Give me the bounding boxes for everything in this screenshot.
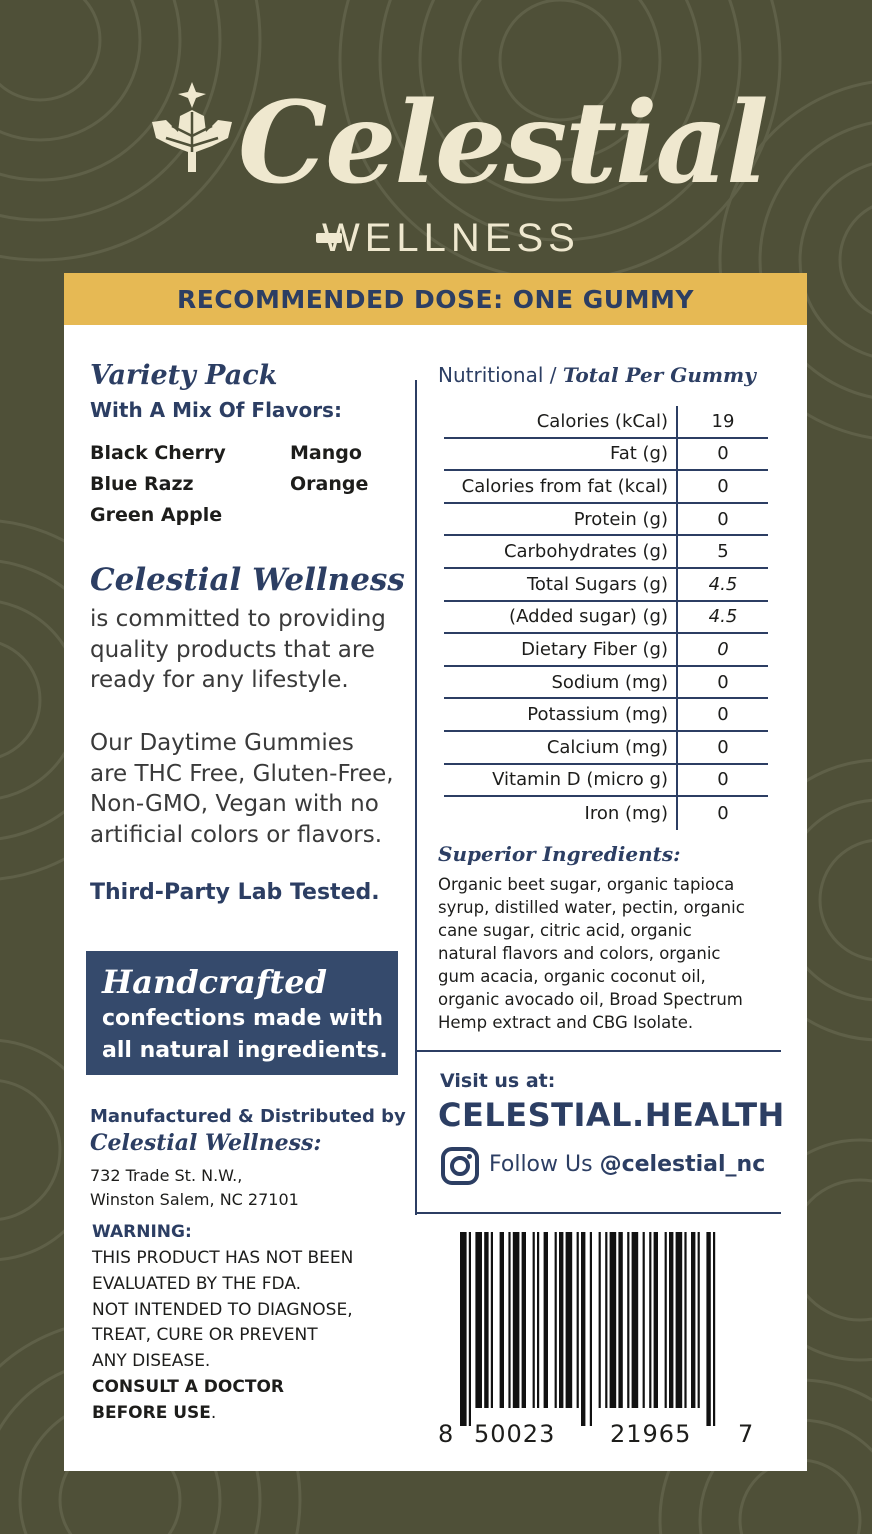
- website-link[interactable]: CELESTIAL.HEALTH: [438, 1096, 785, 1134]
- barcode-bar: [544, 1232, 548, 1408]
- nutrition-label: Fat (g): [610, 443, 668, 465]
- nutrition-value: 0: [676, 699, 768, 730]
- leaf-star-icon: [146, 82, 238, 174]
- handcrafted-line: all natural ingredients.: [102, 1038, 388, 1063]
- nutrition-row: [444, 765, 768, 798]
- warning-consult: CONSULT A DOCTOR: [92, 1376, 284, 1397]
- warning-line: TREAT, CURE OR PREVENT: [92, 1325, 318, 1346]
- nutrition-label: Calories from fat (kcal): [461, 475, 668, 497]
- nutrition-label: Vitamin D (micro g): [492, 769, 668, 791]
- nutrition-row: [444, 504, 768, 537]
- nutrition-heading: [438, 363, 756, 387]
- barcode-bar: [684, 1232, 686, 1408]
- brand-subtitle: WELLNESS: [322, 216, 580, 260]
- nutrition-heading-plain: Nutritional /: [438, 363, 563, 387]
- handcrafted-text: [102, 1003, 388, 1067]
- ingredient-line: Hemp extract and CBG Isolate.: [438, 1013, 694, 1032]
- nutrition-row: [444, 667, 768, 700]
- nutrition-label: Protein (g): [573, 508, 668, 530]
- instagram-icon[interactable]: [440, 1146, 480, 1186]
- nutrition-row: [444, 732, 768, 765]
- barcode-bar: [469, 1232, 471, 1426]
- nutrition-value: 4.5: [676, 569, 768, 600]
- nutrition-value: 0: [676, 765, 768, 796]
- barcode-bar: [590, 1232, 592, 1426]
- social-follow[interactable]: [489, 1152, 765, 1177]
- flavor-list-col2: [290, 438, 368, 500]
- barcode-bar: [522, 1232, 526, 1408]
- barcode-bar: [618, 1232, 622, 1408]
- daytime-line: artificial colors or flavors.: [90, 821, 383, 848]
- warning-line: ANY DISEASE.: [92, 1351, 211, 1372]
- visit-label: Visit us at:: [440, 1070, 556, 1092]
- nutrition-label: Calories (kCal): [536, 410, 668, 432]
- dose-banner-text: RECOMMENDED DOSE: ONE GUMMY: [177, 284, 694, 314]
- barcode-bar: [698, 1232, 700, 1408]
- follow-label: Follow Us: [489, 1152, 600, 1177]
- barcode-bar: [654, 1232, 658, 1408]
- nutrition-value: 19: [676, 406, 768, 437]
- nutrition-row: [444, 797, 768, 830]
- nutrition-row: [444, 439, 768, 472]
- barcode-bar: [491, 1232, 493, 1408]
- nutrition-value: 0: [676, 504, 768, 535]
- ingredient-line: gum acacia, organic coconut oil,: [438, 967, 706, 986]
- barcode-bar: [460, 1232, 467, 1426]
- flavor-item: Blue Razz: [90, 473, 194, 495]
- brand-name: Celestial: [238, 78, 767, 209]
- nutrition-value: 0: [676, 667, 768, 698]
- barcode-bar: [555, 1232, 557, 1408]
- daytime-text: [90, 728, 394, 850]
- barcode-bar: [513, 1232, 520, 1408]
- barcode-bar: [665, 1232, 667, 1408]
- commitment-title: Celestial Wellness: [90, 562, 405, 598]
- nutrition-label: Total Sugars (g): [526, 573, 668, 595]
- barcode-bar: [577, 1232, 579, 1408]
- address-line: 732 Trade St. N.W.,: [90, 1166, 243, 1185]
- barcode-digits-right: 21965: [610, 1420, 692, 1448]
- barcode-bar: [581, 1232, 585, 1426]
- handcrafted-panel: [86, 951, 398, 1075]
- flavor-list-col1: [90, 438, 226, 531]
- nutrition-row: [444, 602, 768, 635]
- nutrition-value: 5: [676, 536, 768, 567]
- barcode-bar: [533, 1232, 535, 1408]
- barcode-digit-check: 7: [738, 1420, 755, 1448]
- visit-divider-top: [415, 1050, 781, 1052]
- warning-text: [92, 1246, 353, 1427]
- social-handle[interactable]: @celestial_nc: [599, 1152, 766, 1177]
- ingredient-line: Organic beet sugar, organic tapioca: [438, 875, 735, 894]
- barcode-bar: [643, 1232, 645, 1408]
- flavor-item: Mango: [290, 442, 362, 464]
- nutrition-table: [444, 406, 768, 830]
- nutrition-label: Calcium (mg): [546, 736, 668, 758]
- commitment-line: ready for any lifestyle.: [90, 667, 349, 693]
- barcode-digits-left: 50023: [474, 1420, 556, 1448]
- nutrition-value: 0: [676, 634, 768, 665]
- ingredients-text: [438, 873, 778, 1034]
- barcode-bar: [508, 1232, 510, 1408]
- barcode: [456, 1232, 756, 1426]
- commitment-line: quality products that are: [90, 636, 375, 663]
- barcode-bar: [632, 1232, 639, 1408]
- barcode-bar: [475, 1232, 482, 1408]
- nutrition-value: 4.5: [676, 602, 768, 633]
- nutrition-label: Dietary Fiber (g): [521, 638, 668, 660]
- handcrafted-title: Handcrafted: [102, 963, 327, 1001]
- commitment-line: is committed to providing: [90, 606, 386, 632]
- nutrition-row: [444, 406, 768, 439]
- flavor-item: Black Cherry: [90, 442, 226, 464]
- nutrition-heading-script: Total Per Gummy: [562, 363, 756, 387]
- warning-before-use-bold: BEFORE USE: [92, 1402, 211, 1423]
- nutrition-row: [444, 536, 768, 569]
- nutrition-label: Potassium (mg): [527, 704, 668, 726]
- nutrition-label: Iron (mg): [584, 802, 668, 824]
- nutrition-value: 0: [676, 439, 768, 470]
- ingredient-line: organic avocado oil, Broad Spectrum: [438, 990, 743, 1009]
- address-line: Winston Salem, NC 27101: [90, 1190, 299, 1209]
- daytime-line: Our Daytime Gummies: [90, 730, 354, 756]
- variety-title: Variety Pack: [90, 360, 278, 391]
- warning-line: NOT INTENDED TO DIAGNOSE,: [92, 1299, 353, 1320]
- flavor-item: Green Apple: [90, 504, 223, 526]
- barcode-bar: [713, 1232, 715, 1426]
- barcode-bar: [610, 1232, 617, 1408]
- warning-before-use: [92, 1401, 353, 1427]
- variety-subtitle: With A Mix Of Flavors:: [90, 398, 342, 422]
- commitment-text: [90, 604, 386, 696]
- daytime-line: Non-GMO, Vegan with no: [90, 791, 379, 817]
- barcode-bar: [599, 1232, 601, 1408]
- nutrition-label: Sodium (mg): [551, 671, 668, 693]
- barcode-bar: [706, 1232, 710, 1426]
- nutrition-row: [444, 634, 768, 667]
- barcode-bar: [605, 1232, 607, 1408]
- warning-heading: WARNING:: [92, 1222, 192, 1242]
- column-divider: [415, 380, 417, 1215]
- manufacturer-heading: Manufactured & Distributed by: [90, 1106, 406, 1127]
- barcode-bar: [691, 1232, 695, 1408]
- barcode-bar: [537, 1232, 539, 1408]
- barcode-bar: [627, 1232, 629, 1408]
- barcode-bar: [676, 1232, 683, 1408]
- warning-period: .: [210, 1402, 217, 1423]
- ingredients-heading: Superior Ingredients:: [438, 842, 681, 866]
- nutrition-label: (Added sugar) (g): [509, 606, 668, 628]
- nutrition-row: [444, 699, 768, 732]
- ingredient-line: syrup, distilled water, pectin, organic: [438, 898, 745, 917]
- nutrition-label: Carbohydrates (g): [503, 541, 668, 563]
- barcode-bar: [566, 1232, 573, 1408]
- visit-divider-bottom: [415, 1212, 781, 1214]
- warning-line: THIS PRODUCT HAS NOT BEEN: [92, 1248, 354, 1268]
- daytime-line: are THC Free, Gluten-Free,: [90, 760, 394, 787]
- manufacturer-address: [90, 1164, 299, 1212]
- flavor-item: Orange: [290, 473, 369, 495]
- manufacturer-name: Celestial Wellness:: [90, 1130, 322, 1156]
- barcode-bar: [669, 1232, 673, 1408]
- lab-tested-text: Third-Party Lab Tested.: [90, 880, 380, 905]
- ingredient-line: cane sugar, citric acid, organic: [438, 921, 692, 940]
- barcode-digit-first: 8: [438, 1420, 455, 1448]
- dose-banner: [64, 273, 807, 325]
- handcrafted-line: confections made with: [102, 1006, 384, 1031]
- ingredient-line: natural flavors and colors, organic: [438, 944, 721, 963]
- barcode-bar: [484, 1232, 488, 1408]
- nutrition-value: 0: [676, 732, 768, 763]
- nutrition-row: [444, 471, 768, 504]
- warning-line: EVALUATED BY THE FDA.: [92, 1273, 302, 1294]
- barcode-bar: [559, 1232, 563, 1408]
- nutrition-value: 0: [676, 471, 768, 502]
- barcode-bar: [500, 1232, 504, 1408]
- nutrition-row: [444, 569, 768, 602]
- barcode-bar: [649, 1232, 651, 1408]
- nutrition-value: 0: [676, 797, 768, 830]
